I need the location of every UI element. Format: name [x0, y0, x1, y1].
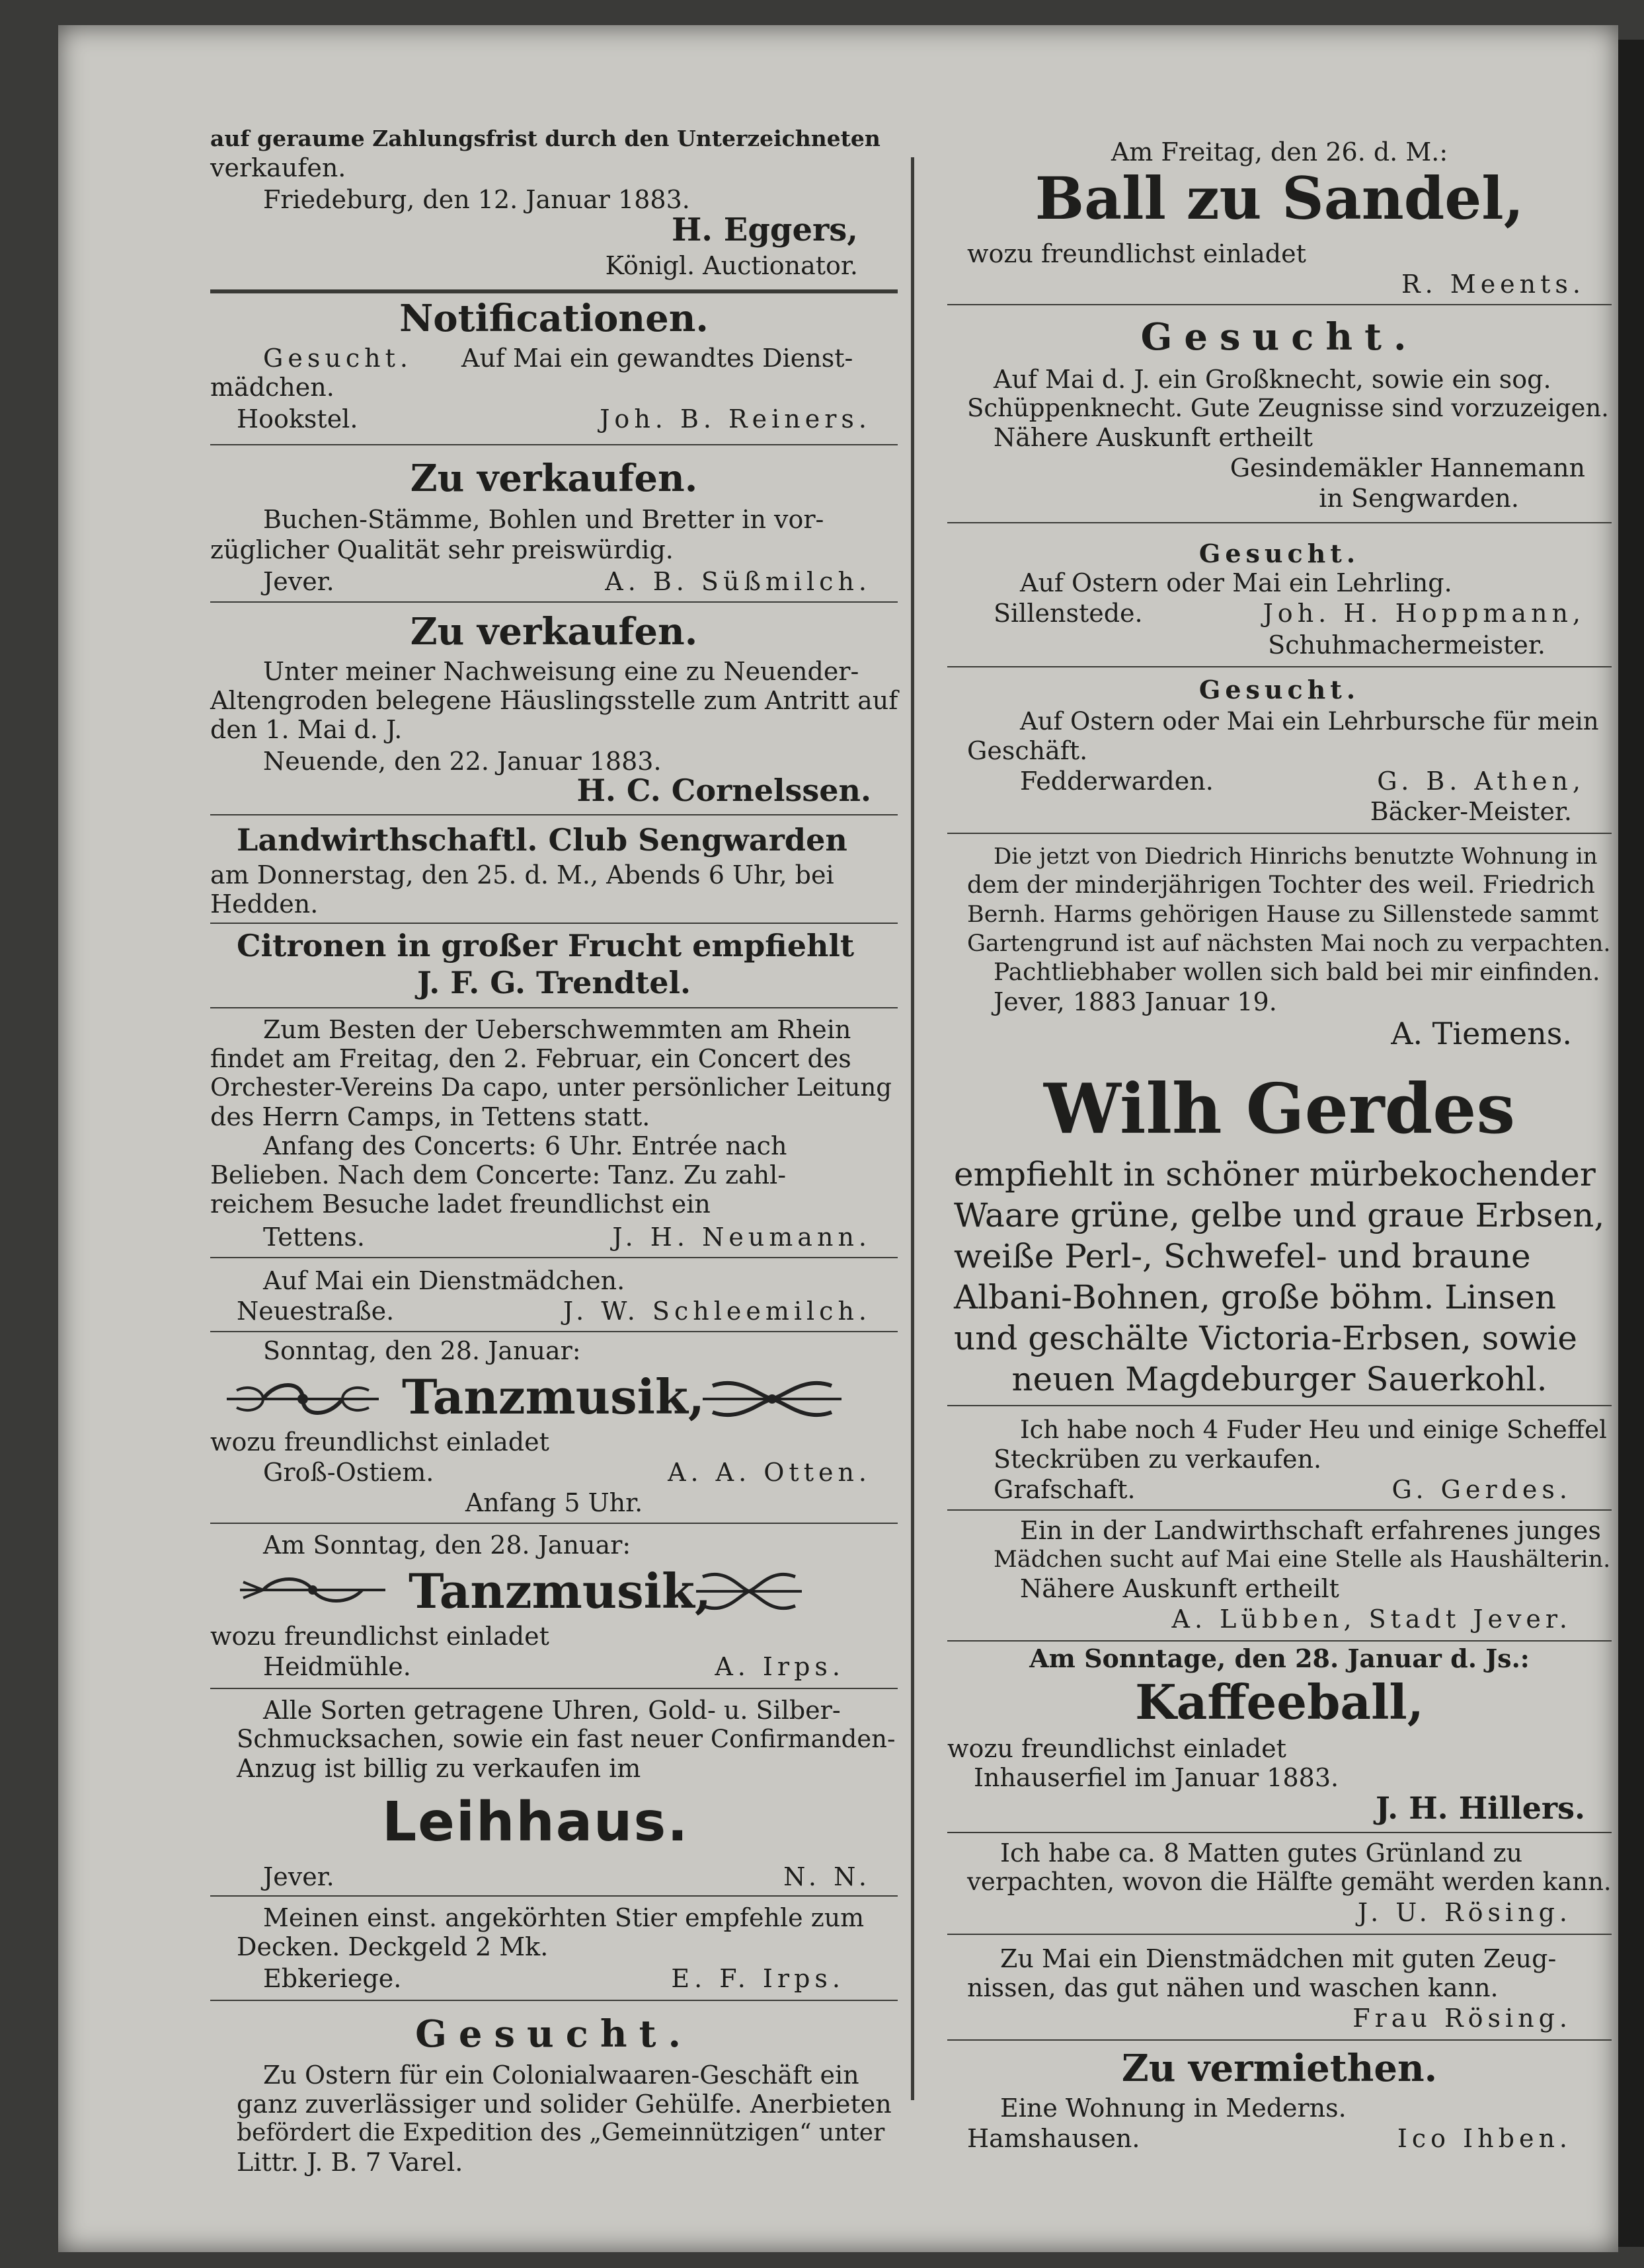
- ad-text-line: Anfang des Concerts: 6 Uhr. Entrée nach: [263, 1131, 787, 1160]
- section-rule: [210, 1007, 898, 1008]
- ad-text-line: Nähere Auskunft ertheilt: [994, 423, 1313, 452]
- ad-signature: J. H. Hillers.: [1375, 1790, 1585, 1826]
- ad-signature: J. W. Schleemilch.: [563, 1297, 871, 1326]
- ad-place-date: Jever, 1883 Januar 19.: [994, 987, 1277, 1016]
- ad-text-line: und geschälte Victoria-Erbsen, sowie: [954, 1319, 1577, 1357]
- ad-text-line: Auf Mai ein gewandtes Dienst-: [461, 344, 853, 373]
- ad-signature: E. F. Irps.: [671, 1964, 845, 1993]
- ad-text-line: des Herrn Camps, in Tettens statt.: [210, 1102, 650, 1131]
- section-rule: [210, 1257, 898, 1258]
- ad-text-line: verpachten, wovon die Hälfte gemäht werden kann.: [967, 1868, 1612, 1896]
- ad-signature: J. H. Neumann.: [612, 1223, 871, 1252]
- ad-text-line: Buchen-Stämme, Bohlen und Bretter in vor-: [263, 505, 824, 534]
- ad-text-line: Eine Wohnung in Mederns.: [1000, 2094, 1347, 2123]
- section-rule: [210, 1331, 898, 1332]
- section-rule: [210, 1895, 898, 1897]
- ad-text-line: wozu freundlichst einladet: [210, 1427, 549, 1456]
- ad-text-line: mädchen.: [210, 373, 334, 402]
- section-rule: [947, 2039, 1612, 2041]
- section-rule: [947, 1640, 1612, 1642]
- ad-place: Jever.: [263, 1862, 334, 1891]
- ad-signature-place: in Sengwarden.: [1319, 484, 1519, 513]
- ad-text-line: auf geraume Zahlungsfrist durch den Unterzeichneten: [210, 126, 881, 151]
- section-rule: [210, 601, 898, 603]
- ad-text-line: Am Freitag, den 26. d. M.:: [1111, 137, 1448, 167]
- section-rule: [210, 1523, 898, 1524]
- ad-text-line: Ich habe ca. 8 Matten gutes Grünland zu: [1000, 1838, 1523, 1868]
- ad-heading: Notificationen.: [399, 297, 709, 340]
- ad-signature-title: Bäcker-Meister.: [1370, 797, 1572, 826]
- ad-text-line: Am Sonntag, den 28. Januar:: [263, 1531, 631, 1560]
- ad-text-line: Littr. J. B. 7 Varel.: [237, 2148, 463, 2177]
- ad-text-line: Pachtliebhaber wollen sich bald bei mir einfinden.: [994, 959, 1600, 986]
- ad-text-line: neuen Magdeburger Sauerkohl.: [1011, 1360, 1547, 1398]
- section-rule: [947, 304, 1612, 305]
- ad-signature: Ico Ihben.: [1397, 2124, 1572, 2153]
- ad-text-line: ganz zuverlässiger und solider Gehülfe. Anerbieten: [237, 2090, 892, 2119]
- ad-signature: Joh. H. Hoppmann,: [1263, 599, 1585, 628]
- ad-signature: J. U. Rösing.: [1357, 1898, 1572, 1927]
- ad-text-line: am Donnerstag, den 25. d. M., Abends 6 Uhr, bei: [210, 860, 834, 889]
- ad-heading: Leihhaus.: [382, 1791, 689, 1854]
- ad-text-line: Belieben. Nach dem Concerte: Tanz. Zu zahl-: [210, 1160, 787, 1190]
- ad-text-line: züglicher Qualität sehr preiswürdig.: [210, 535, 674, 564]
- column-divider: [911, 157, 914, 2100]
- ad-text-line: Bernh. Harms gehörigen Hause zu Sillenstede sammt: [967, 901, 1599, 928]
- ad-signature: Frau Rösing.: [1352, 2004, 1572, 2033]
- section-rule: [210, 923, 898, 924]
- ad-text-line: Albani-Bohnen, große böhm. Linsen: [954, 1278, 1557, 1316]
- ad-heading: Landwirthschaftl. Club Sengwarden: [237, 822, 847, 858]
- ad-signature: Gesindemäkler Hannemann: [1230, 453, 1585, 482]
- ad-text-line: Auf Ostern oder Mai ein Lehrbursche für mein: [1020, 707, 1599, 736]
- ad-place: Sillenstede.: [994, 599, 1143, 628]
- ad-text-line: Altengroden belegene Häuslingsstelle zum Antritt auf: [210, 686, 898, 715]
- ad-heading: Zu verkaufen.: [410, 610, 698, 654]
- ad-signature: H. C. Cornelssen.: [576, 773, 871, 808]
- ad-text-line: Orchester-Vereins Da capo, unter persönlicher Leitung: [210, 1073, 892, 1102]
- ad-signature: G. Gerdes.: [1391, 1475, 1572, 1504]
- ad-text-line: dem der minderjährigen Tochter des weil. Friedrich: [967, 872, 1595, 899]
- ad-text-line: findet am Freitag, den 2. Februar, ein Concert des: [210, 1044, 851, 1073]
- ad-signature-title: Königl. Auctionator.: [605, 251, 858, 280]
- ad-heading: Tanzmusik,: [409, 1563, 711, 1619]
- ad-heading: Gesucht.: [1198, 539, 1360, 568]
- section-rule: [947, 1934, 1612, 1935]
- ad-heading: Wilh Gerdes: [1043, 1068, 1516, 1149]
- ad-text-line: Anfang 5 Uhr.: [465, 1488, 643, 1517]
- ad-keyword: Gesucht.: [263, 344, 412, 373]
- section-rule: [210, 1688, 898, 1689]
- ad-signature: N. N.: [783, 1862, 871, 1891]
- ad-text-line: wozu freundlichst einladet: [947, 1734, 1286, 1763]
- section-rule: [947, 666, 1612, 667]
- ad-heading: Gesucht.: [1140, 315, 1419, 359]
- ad-text-line: reichem Besuche ladet freundlichst ein: [210, 1190, 711, 1219]
- ad-heading: Citronen in großer Frucht empfiehlt: [237, 928, 855, 964]
- ad-text-line: Schüppenknecht. Gute Zeugnisse sind vorzuzeigen.: [967, 394, 1609, 422]
- ad-text-line: befördert die Expedition des „Gemeinnützigen“ unter: [237, 2119, 885, 2146]
- flourish-ornament-icon: [223, 1377, 382, 1421]
- ad-heading: Zu vermiethen.: [1121, 2047, 1438, 2090]
- ad-text-line: Auf Mai d. J. ein Großknecht, sowie ein sog.: [994, 365, 1551, 394]
- ad-place-date: Inhauserfiel im Januar 1883.: [974, 1763, 1339, 1792]
- ad-signature: A. B. Süßmilch.: [605, 567, 871, 596]
- ad-text-line: den 1. Mai d. J.: [210, 715, 403, 744]
- ad-text-line: Alle Sorten getragene Uhren, Gold- u. Silber-: [263, 1696, 841, 1725]
- ad-signature: H. Eggers,: [671, 211, 858, 248]
- section-rule: [947, 833, 1612, 834]
- ad-text-line: nissen, das gut nähen und waschen kann.: [967, 1973, 1499, 2002]
- ad-place: Tettens.: [263, 1223, 365, 1252]
- ad-text-line: Meinen einst. angekörhten Stier empfehle zum: [263, 1903, 865, 1932]
- section-rule: [947, 522, 1612, 523]
- ad-heading: Gesucht.: [1198, 675, 1360, 704]
- ad-signature: A. A. Otten.: [668, 1458, 871, 1487]
- ad-signature: Joh. B. Reiners.: [600, 404, 871, 434]
- ad-signature: J. F. G. Trendtel.: [417, 965, 691, 1001]
- ad-place-date: Friedeburg, den 12. Januar 1883.: [263, 185, 690, 214]
- ad-text-line: Mädchen sucht auf Mai eine Stelle als Haushälterin.: [994, 1546, 1611, 1573]
- page-edge-shadow: [1618, 40, 1644, 2247]
- ad-signature: A. Tiemens.: [1391, 1016, 1572, 1051]
- ad-heading: Kaffeeball,: [1135, 1674, 1424, 1730]
- ad-signature: A. Irps.: [715, 1652, 845, 1681]
- ad-place: Heidmühle.: [263, 1652, 411, 1681]
- ad-signature: A. Lübben, Stadt Jever.: [1171, 1605, 1572, 1634]
- ad-text-line: Anzug ist billig zu verkaufen im: [237, 1754, 641, 1783]
- section-rule: [210, 814, 898, 815]
- section-rule: [210, 444, 898, 445]
- ad-text-line: Steckrüben zu verkaufen.: [994, 1445, 1322, 1474]
- ad-text-line: Auf Ostern oder Mai ein Lehrling.: [1020, 568, 1452, 597]
- ad-text-line: Decken. Deckgeld 2 Mk.: [237, 1932, 549, 1961]
- ad-text-line: Hedden.: [210, 889, 319, 919]
- ad-text-line: Unter meiner Nachweisung eine zu Neuender-: [263, 657, 859, 686]
- ad-place: Jever.: [263, 567, 334, 596]
- ad-signature-title: Schuhmachermeister.: [1268, 630, 1546, 660]
- ad-text-line: Auf Mai ein Dienstmädchen.: [263, 1266, 625, 1295]
- ad-text-line: Ich habe noch 4 Fuder Heu und einige Scheffel: [1020, 1416, 1607, 1444]
- ad-signature: G. B. Athen,: [1377, 767, 1585, 796]
- ad-text-line: Geschäft.: [967, 736, 1088, 765]
- section-rule: [210, 289, 898, 293]
- flourish-ornament-icon: [693, 1568, 805, 1615]
- ad-text-line: Zu Ostern für ein Colonialwaaren-Geschäft ein: [263, 2060, 859, 2090]
- flourish-ornament-icon: [699, 1376, 845, 1422]
- ad-place: Grafschaft.: [994, 1475, 1136, 1504]
- ad-text-line: wozu freundlichst einladet: [210, 1622, 549, 1651]
- ad-text-line: Sonntag, den 28. Januar:: [263, 1336, 581, 1365]
- ad-place: Ebkeriege.: [263, 1964, 402, 1993]
- ad-text-line: Zum Besten der Ueberschwemmten am Rhein: [263, 1015, 851, 1044]
- ad-place: Groß-Ostiem.: [263, 1458, 434, 1487]
- ad-text-line: Am Sonntage, den 28. Januar d. Js.:: [1029, 1644, 1530, 1673]
- ad-heading: Gesucht.: [415, 2012, 693, 2056]
- ad-place: Hamshausen.: [967, 2124, 1140, 2153]
- ad-place: Fedderwarden.: [1020, 767, 1214, 796]
- section-rule: [947, 1405, 1612, 1406]
- ad-heading: Ball zu Sandel,: [1035, 164, 1524, 233]
- ad-heading: Zu verkaufen.: [410, 457, 698, 500]
- ad-text-line: empfiehlt in schöner mürbekochender: [954, 1155, 1596, 1193]
- ad-text-line: Ein in der Landwirthschaft erfahrenes junges: [1020, 1516, 1601, 1545]
- section-rule: [947, 1832, 1612, 1833]
- ad-text-line: wozu freundlichst einladet: [967, 239, 1306, 268]
- ad-heading: Tanzmusik,: [402, 1369, 705, 1425]
- ad-text-line: Nähere Auskunft ertheilt: [1020, 1574, 1339, 1603]
- ad-text-line: verkaufen.: [210, 153, 346, 182]
- ad-place: Neuestraße.: [237, 1297, 395, 1326]
- ad-text-line: Gartengrund ist auf nächsten Mai noch zu verpachten.: [967, 930, 1611, 957]
- ad-text-line: weiße Perl-, Schwefel- und braune: [954, 1237, 1531, 1275]
- ad-text-line: Schmucksachen, sowie ein fast neuer Confirmanden-: [237, 1725, 896, 1753]
- ad-text-line: Die jetzt von Diedrich Hinrichs benutzte Wohnung in: [994, 843, 1598, 870]
- newspaper-page: [58, 25, 1618, 2252]
- ad-place: Hookstel.: [237, 404, 358, 434]
- ad-signature: R. Meents.: [1401, 270, 1585, 299]
- section-rule: [947, 1509, 1612, 1511]
- ad-place-date: Neuende, den 22. Januar 1883.: [263, 747, 662, 776]
- section-rule: [210, 2000, 898, 2001]
- ad-text-line: Zu Mai ein Dienstmädchen mit guten Zeug-: [1000, 1944, 1557, 1973]
- ad-text-line: Waare grüne, gelbe und graue Erbsen,: [954, 1196, 1605, 1234]
- flourish-ornament-icon: [237, 1570, 389, 1610]
